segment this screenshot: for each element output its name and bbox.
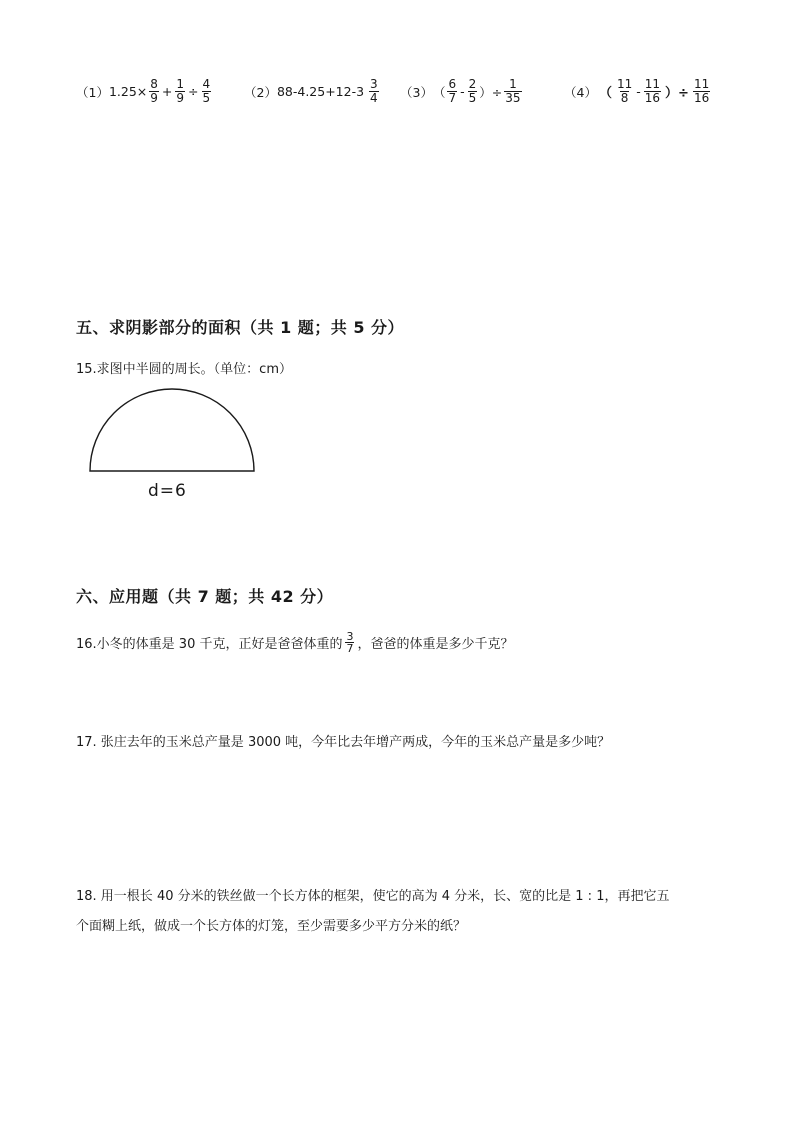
question-15: 15.求图中半圆的周长。（单位：cm） (76, 362, 292, 377)
section-5-heading: 五、求阴影部分的面积（共 1 题；共 5 分） (76, 318, 405, 337)
fraction: $\frac{1}{35}$ (505, 77, 521, 105)
calc-close: ）÷ (479, 84, 503, 100)
calc-item-3 (400, 78, 524, 105)
fraction: $\frac{11}{16}$ (644, 77, 661, 105)
calc-open: （ (432, 84, 446, 100)
calc-open: （ (598, 86, 612, 101)
calc-label: （4） (564, 84, 597, 100)
semicircle-figure (86, 385, 262, 477)
semicircle-shape (90, 389, 254, 471)
calc-lead: 1.25× (108, 84, 148, 99)
fraction: $\frac{8}{9}$ (150, 77, 158, 105)
calc-lead: 88-4.25+12-3 (276, 84, 365, 99)
calc-item-2 (244, 78, 381, 105)
calc-label: （3） (400, 84, 433, 100)
question-18-line-2: 个面糊上纸，做成一个长方体的灯笼，至少需要多少平方分米的纸？ (76, 919, 467, 934)
fraction: $\frac{4}{5}$ (202, 77, 211, 105)
diameter-label: d=6 (148, 481, 187, 501)
fraction: $\frac{1}{9}$ (176, 77, 185, 105)
operator: + (161, 84, 173, 99)
fraction: $\frac{11}{8}$ (616, 77, 633, 105)
calc-close: ）÷ (665, 86, 689, 101)
question-16-text-b: ，爸爸的体重是多少千克？ (357, 636, 514, 652)
section-6-heading: 六、应用题（共 7 题；共 42 分） (76, 587, 334, 606)
fraction: $\frac{3}{4}$ (370, 77, 378, 105)
fraction: $\frac{11}{16}$ (693, 77, 710, 105)
question-18-line-1: 18. 用一根长 40 分米的铁丝做一个长方体的框架，使它的高为 4 分米，长、宽的比是 1 : 1，再把它五 (76, 889, 670, 904)
operator: ÷ (188, 84, 199, 99)
fraction: $\frac{2}{5}$ (468, 77, 477, 105)
calc-item-1 (76, 78, 213, 105)
operator: - (460, 84, 465, 99)
question-16 (76, 630, 514, 656)
question-16-text-a: 16.小冬的体重是 30 千克，正好是爸爸体重的 (76, 636, 343, 652)
fraction: $\frac{3}{7}$ (346, 630, 354, 655)
question-17: 17. 张庄去年的玉米总产量是 3000 吨，今年比去年增产两成，今年的玉米总产量是多少吨？ (76, 735, 611, 750)
calc-item-4 (564, 78, 712, 105)
calc-label: （2） (244, 84, 277, 100)
fraction: $\frac{6}{7}$ (448, 77, 457, 105)
calc-label: （1） (76, 84, 109, 100)
operator: - (636, 84, 641, 99)
